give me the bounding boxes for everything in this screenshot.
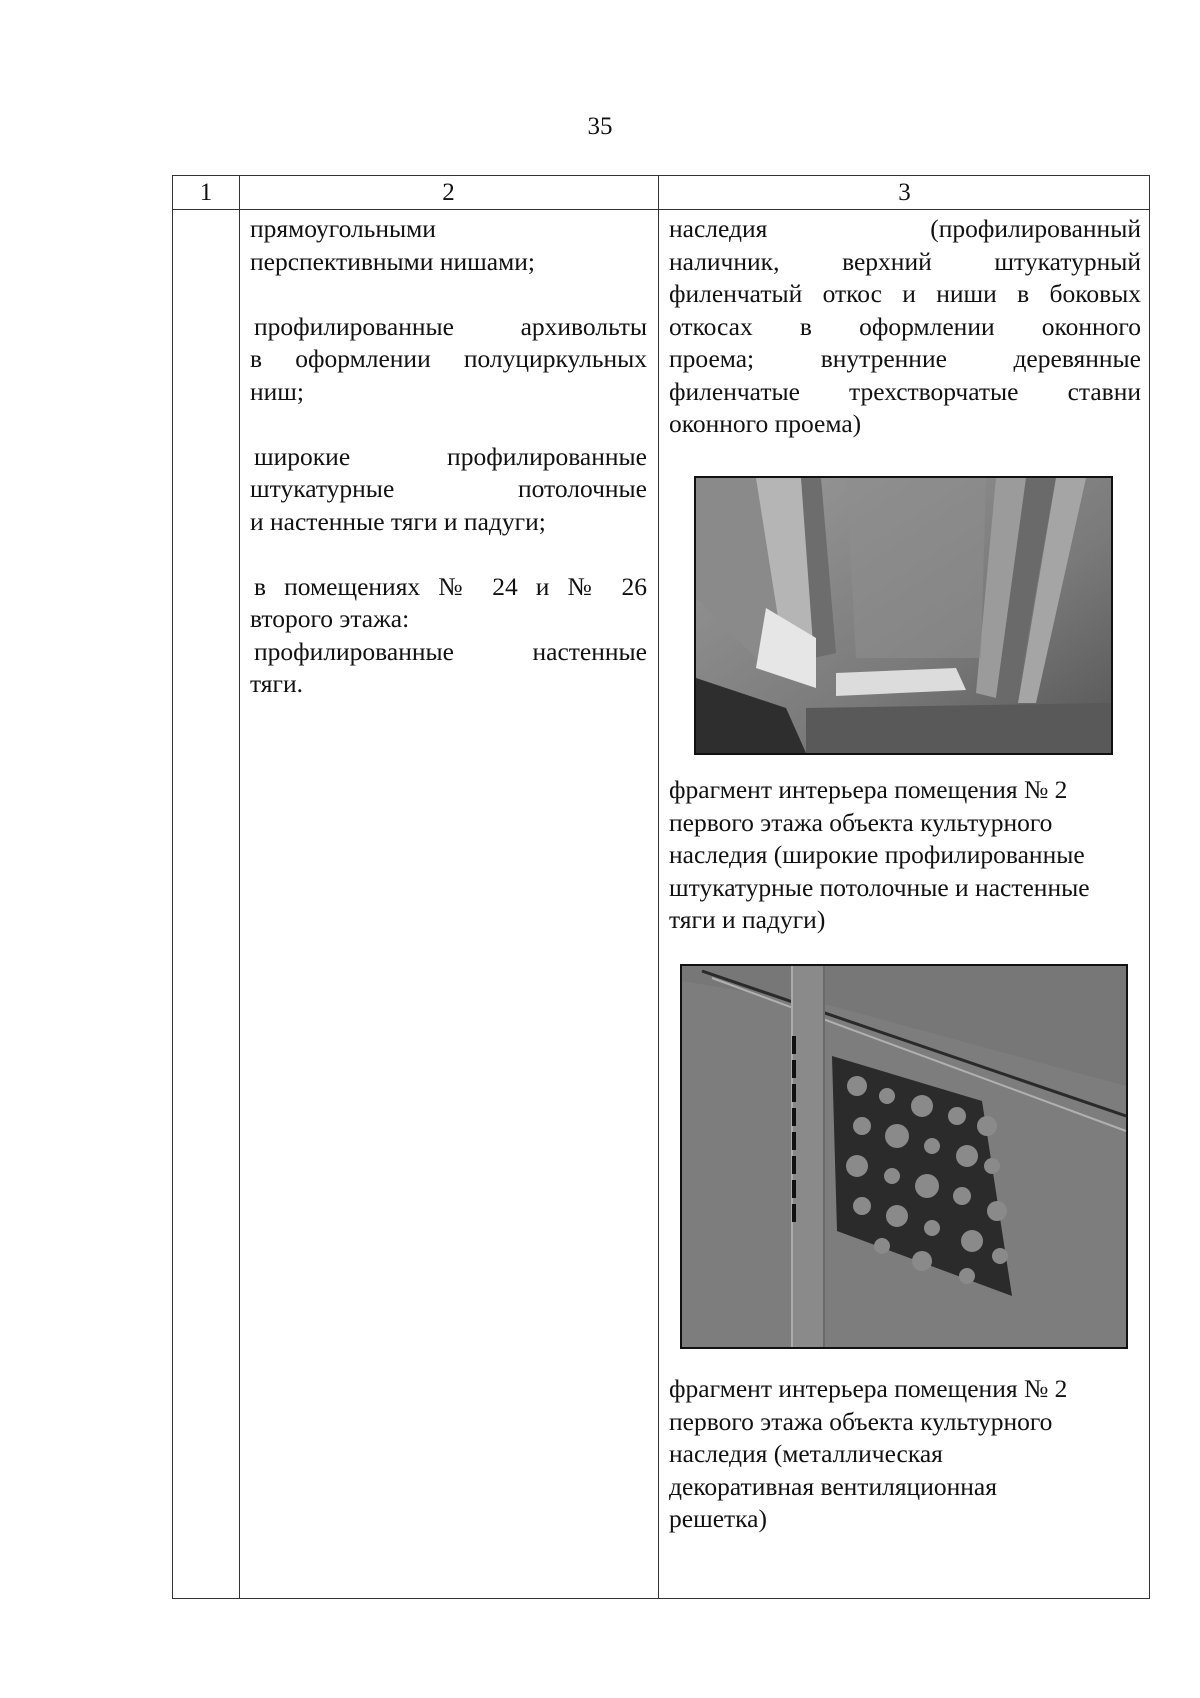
text-line: проема; внутренние деревянные bbox=[669, 344, 1141, 373]
photo-grille-image bbox=[682, 966, 1126, 1347]
column-divider-1 bbox=[239, 176, 240, 1598]
text-line: фрагмент интерьера помещения № 2 bbox=[669, 1374, 1068, 1403]
text-line: профилированные архивольты bbox=[254, 311, 647, 341]
text-line: профилированные настенные bbox=[254, 636, 647, 666]
col2-paragraph-5 bbox=[250, 636, 647, 669]
caption-photo-2 bbox=[669, 1373, 1141, 1536]
text-line: откосах в оформлении оконного bbox=[669, 311, 1141, 341]
text-line: наследия (профилированный bbox=[669, 214, 1141, 243]
col2-text bbox=[250, 213, 647, 701]
text-line: первого этажа объекта культурного bbox=[669, 807, 1053, 837]
col2-paragraph-5-cont bbox=[250, 668, 647, 701]
page-number: 35 bbox=[587, 113, 613, 140]
column-divider-2 bbox=[658, 176, 659, 1598]
heritage-table bbox=[172, 175, 1150, 1599]
text-line: первого этажа объекта культурного bbox=[669, 1406, 1053, 1436]
text-line: наличник, верхний штукатурный bbox=[669, 246, 1141, 276]
header-col-2: 2 bbox=[442, 179, 455, 206]
interior-photo-grille bbox=[680, 964, 1128, 1349]
header-divider bbox=[173, 209, 1149, 210]
col2-paragraph-2-cont bbox=[250, 343, 647, 408]
col2-paragraph-1 bbox=[250, 213, 647, 278]
text-line: декоративная вентиляционная bbox=[669, 1471, 997, 1501]
col3-text bbox=[669, 213, 1141, 441]
col2-paragraph-3 bbox=[250, 441, 647, 474]
text-line: в оформлении полуциркульных bbox=[250, 344, 647, 373]
interior-photo-cornices bbox=[694, 476, 1113, 755]
text-line: наследия (широкие профилированные bbox=[669, 840, 1085, 869]
text-line: оконного проема) bbox=[669, 409, 862, 438]
text-line: прямоугольными bbox=[250, 214, 436, 243]
text-line: наследия (металлическая bbox=[669, 1439, 943, 1468]
col2-paragraph-4 bbox=[250, 571, 647, 604]
text-line: фрагмент интерьера помещения № 2 bbox=[669, 775, 1068, 804]
text-line: широкие профилированные bbox=[254, 441, 647, 471]
text-line: штукатурные потолочные и настенные bbox=[669, 872, 1090, 902]
text-line: филенчатый откос и ниши в боковых bbox=[669, 279, 1141, 308]
text-line: тяги. bbox=[250, 669, 304, 698]
col2-paragraph-2 bbox=[250, 311, 647, 344]
header-col-1: 1 bbox=[199, 179, 213, 206]
caption-photo-1 bbox=[669, 774, 1141, 937]
col2-paragraph-4-cont bbox=[250, 603, 647, 636]
col2-paragraph-3-cont bbox=[250, 473, 647, 538]
text-line: второго этажа: bbox=[250, 604, 410, 633]
text-line: в помещениях № 24 и № 26 bbox=[254, 571, 647, 601]
text-line: и настенные тяги и падуги; bbox=[250, 506, 546, 536]
text-line: филенчатые трехстворчатые ставни bbox=[669, 376, 1141, 406]
text-line: перспективными нишами; bbox=[250, 246, 535, 276]
header-col-3: 3 bbox=[898, 179, 911, 206]
text-line: ниш; bbox=[250, 376, 305, 406]
text-line: штукатурные потолочные bbox=[250, 474, 647, 503]
text-line: решетка) bbox=[669, 1504, 767, 1533]
photo-cornices-image bbox=[696, 478, 1111, 753]
text-line: тяги и падуги) bbox=[669, 905, 826, 934]
